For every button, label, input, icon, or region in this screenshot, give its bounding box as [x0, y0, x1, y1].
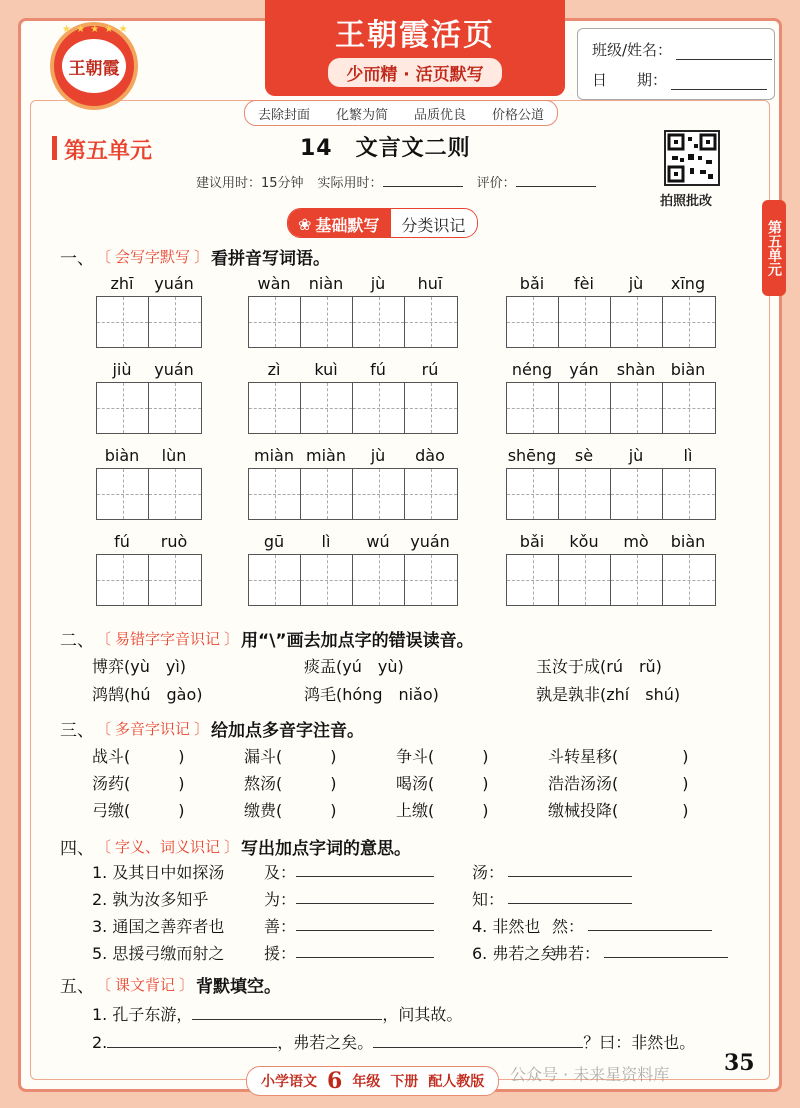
paw-icon: ❀: [298, 214, 312, 234]
section-number: 四、: [60, 839, 94, 859]
writing-cell[interactable]: [301, 555, 353, 605]
pinyin-syllable: gū: [263, 531, 285, 551]
keyword-label: 知：: [472, 890, 505, 909]
recite-line-2: [92, 1030, 695, 1053]
polyphone-item[interactable]: 汤药( ): [92, 774, 185, 793]
writing-cell[interactable]: [301, 297, 353, 347]
recite-text: ，问其故。: [382, 1005, 463, 1024]
pinyin-grid: [96, 270, 736, 614]
writing-cell[interactable]: [559, 555, 611, 605]
recite-blank[interactable]: [373, 1033, 583, 1048]
writing-cell[interactable]: [97, 469, 149, 519]
pinyin-syllable: yán: [569, 359, 599, 379]
section-instruction: 看拼音写词语。: [211, 249, 331, 269]
recite-blank[interactable]: [192, 1005, 382, 1020]
keyword-label: 为：: [264, 890, 297, 909]
pinyin-syllable: kuì: [314, 359, 338, 379]
brand-name: 王朝霞: [62, 39, 126, 93]
pronunciation-item[interactable]: 痰盂(yú yù): [304, 657, 404, 676]
actual-time-field[interactable]: [383, 174, 463, 187]
writing-cell[interactable]: [559, 383, 611, 433]
pinyin-syllable: jù: [370, 445, 386, 465]
writing-cell[interactable]: [559, 297, 611, 347]
writing-cell[interactable]: [97, 383, 149, 433]
sentence-text: 1. 及其日中如探汤: [92, 863, 225, 882]
pronunciation-item[interactable]: 鸿鹄(hú gào): [92, 685, 203, 704]
meaning-blank[interactable]: [296, 916, 434, 931]
section-tag: 易错字字音识记: [115, 630, 221, 648]
slogan-item: 品质优良: [413, 107, 466, 123]
slogan-bar: [244, 100, 558, 126]
section-instruction: 写出加点字词的意思。: [241, 839, 412, 859]
writing-cell[interactable]: [97, 555, 149, 605]
series-tagline: 少而精 · 活页默写: [328, 58, 501, 87]
footer-edition: 配人教版: [428, 1074, 485, 1090]
footer-grade: 6: [327, 1068, 343, 1094]
polyphone-item[interactable]: 漏斗( ): [244, 747, 337, 766]
writing-cell[interactable]: [353, 383, 405, 433]
writing-cell[interactable]: [353, 469, 405, 519]
pronunciation-item[interactable]: 博弈(yù yì): [92, 657, 187, 676]
keyword-label: 汤：: [472, 863, 505, 882]
footer-volume: 下册: [390, 1074, 419, 1090]
pinyin-syllable: yuán: [154, 273, 194, 293]
meaning-blank[interactable]: [508, 889, 632, 904]
writing-cell[interactable]: [507, 297, 559, 347]
qr-label: 拍照批改: [660, 194, 713, 209]
pinyin-syllable: fú: [370, 359, 386, 379]
word-group: [96, 528, 202, 606]
recite-text: ？曰：非然也。: [583, 1033, 696, 1052]
pinyin-syllable: miàn: [306, 445, 346, 465]
pinyin-syllable: jù: [370, 273, 386, 293]
pinyin-syllable: jù: [628, 273, 644, 293]
recite-text: 1. 孔子东游，: [92, 1005, 193, 1024]
writing-cell[interactable]: [301, 469, 353, 519]
recite-blank[interactable]: [107, 1033, 277, 1048]
writing-cell[interactable]: [249, 469, 301, 519]
section-4-heading: 四、 〔 字义、词义识记 〕 写出加点字词的意思。: [60, 834, 411, 859]
polyphone-item[interactable]: 战斗( ): [92, 747, 185, 766]
word-group: [96, 356, 202, 434]
class-name-field[interactable]: [676, 43, 772, 60]
section-3-heading: 三、 〔 多音字识记 〕 给加点多音字注音。: [60, 716, 364, 741]
pinyin-syllable: yuán: [410, 531, 450, 551]
word-group: [506, 528, 716, 606]
pinyin-syllable: niàn: [308, 273, 344, 293]
writing-cell[interactable]: [405, 469, 457, 519]
writing-cell[interactable]: [405, 555, 457, 605]
sentence-text: 5. 思援弓缴而射之: [92, 944, 225, 963]
pinyin-syllable: yuán: [154, 359, 194, 379]
pinyin-syllable: bǎi: [519, 273, 545, 293]
pinyin-row: [96, 356, 736, 442]
writing-cell[interactable]: [149, 469, 201, 519]
unit-title: 第五单元: [64, 138, 153, 164]
section-instruction: 给加点多音字注音。: [211, 721, 365, 741]
pinyin-syllable: lùn: [161, 445, 187, 465]
pinyin-syllable: biàn: [670, 531, 706, 551]
writing-cell[interactable]: [507, 383, 559, 433]
meaning-blank[interactable]: [296, 943, 434, 958]
pinyin-syllable: kǒu: [569, 531, 599, 551]
pinyin-syllable: ruò: [160, 531, 188, 551]
pinyin-syllable: lì: [321, 531, 331, 551]
qr-code-icon[interactable]: [664, 130, 720, 186]
polyphone-item[interactable]: 熬汤( ): [244, 774, 337, 793]
actual-time-label: 实际用时：: [317, 176, 383, 191]
pinyin-syllable: zì: [267, 359, 281, 379]
footer-bar: [246, 1066, 499, 1096]
pinyin-syllable: biàn: [670, 359, 706, 379]
polyphone-item[interactable]: 斗转星移( ): [548, 747, 689, 766]
date-field[interactable]: [671, 73, 767, 90]
sentence-text: 4. 非然也: [472, 917, 541, 936]
mode-primary: [288, 209, 391, 237]
meaning-blank[interactable]: [588, 916, 712, 931]
word-group: [506, 442, 716, 520]
footer-grade-suffix: 年级: [352, 1074, 381, 1090]
word-group: [506, 270, 716, 348]
writing-cell[interactable]: [149, 555, 201, 605]
writing-cell[interactable]: [405, 383, 457, 433]
pinyin-syllable: huī: [417, 273, 443, 293]
pinyin-syllable: biàn: [104, 445, 140, 465]
pinyin-syllable: bǎi: [519, 531, 545, 551]
pinyin-syllable: mò: [623, 531, 649, 551]
unit-accent-bar: [52, 136, 57, 160]
writing-cell[interactable]: [663, 297, 715, 347]
meaning-blank[interactable]: [296, 862, 434, 877]
writing-cell[interactable]: [249, 555, 301, 605]
keyword-label: 然：: [552, 917, 585, 936]
word-group: [96, 270, 202, 348]
word-group: [506, 356, 716, 434]
mode-secondary: 分类识记: [391, 209, 477, 237]
word-group: [248, 356, 458, 434]
word-group: [96, 442, 202, 520]
section-number: 三、: [60, 721, 94, 741]
pinyin-row: [96, 442, 736, 528]
writing-cell[interactable]: [405, 297, 457, 347]
lesson-title: 14 文言文二则: [300, 136, 471, 161]
section-1-heading: 一、 〔 会写字默写 〕 看拼音写词语。: [60, 244, 330, 269]
score-label: 评价：: [476, 176, 516, 191]
writing-cell[interactable]: [249, 383, 301, 433]
side-unit-tab: 第五单元: [762, 200, 786, 296]
slogan-item: 化繁为简: [335, 107, 388, 123]
sentence-text: 2. 孰为汝多知乎: [92, 890, 209, 909]
score-field[interactable]: [516, 174, 596, 187]
brand-logo: [50, 22, 138, 110]
writing-cell[interactable]: [611, 297, 663, 347]
writing-cell[interactable]: [663, 383, 715, 433]
pinyin-syllable: sè: [574, 445, 594, 465]
pinyin-syllable: wàn: [257, 273, 291, 293]
polyphone-item[interactable]: 弓缴( ): [92, 801, 185, 820]
polyphone-item[interactable]: 浩浩汤汤( ): [548, 774, 689, 793]
writing-cell[interactable]: [97, 297, 149, 347]
writing-cell[interactable]: [663, 469, 715, 519]
pinyin-syllable: xīng: [670, 273, 706, 293]
writing-cell[interactable]: [149, 383, 201, 433]
word-group: [248, 442, 458, 520]
section-2-heading: 二、 〔 易错字字音识记 〕 用“\”画去加点字的错误读音。: [60, 626, 474, 651]
section-number: 二、: [60, 631, 94, 651]
polyphone-item[interactable]: 喝汤( ): [396, 774, 489, 793]
polyphone-item[interactable]: 缴械投降( ): [548, 801, 689, 820]
page-number: 35: [724, 1050, 755, 1076]
word-group: [248, 270, 458, 348]
section-tag: 多音字识记: [115, 720, 191, 738]
pinyin-row: [96, 270, 736, 356]
pinyin-syllable: fèi: [574, 273, 594, 293]
pinyin-row: [96, 528, 736, 614]
pinyin-syllable: shàn: [616, 359, 656, 379]
recite-text: ，弗若之矣。: [277, 1033, 374, 1052]
keyword-label: 弗若：: [552, 944, 601, 963]
section-tag: 会写字默写: [115, 248, 191, 266]
writing-cell[interactable]: [611, 469, 663, 519]
footer-subject: 小学语文: [261, 1074, 317, 1090]
keyword-label: 及：: [264, 863, 297, 882]
pinyin-syllable: lì: [683, 445, 693, 465]
slogan-item: 价格公道: [491, 107, 544, 123]
pinyin-syllable: rú: [421, 359, 439, 379]
writing-cell[interactable]: [353, 297, 405, 347]
pinyin-syllable: shēng: [507, 445, 557, 465]
series-title: 王朝霞活页: [335, 17, 495, 53]
polyphone-item[interactable]: 缴费( ): [244, 801, 337, 820]
writing-cell[interactable]: [663, 555, 715, 605]
pronunciation-item[interactable]: 玉汝于成(rú rǔ): [536, 657, 662, 676]
sentence-text: 6. 弗若之矣: [472, 944, 557, 963]
section-5-heading: 五、 〔 课文背记 〕 背默填空。: [60, 972, 281, 997]
section-number: 五、: [60, 977, 94, 997]
word-group: [248, 528, 458, 606]
sentence-text: 3. 通国之善弈者也: [92, 917, 225, 936]
meaning-blank[interactable]: [296, 889, 434, 904]
series-banner: [265, 0, 565, 96]
pinyin-syllable: miàn: [254, 445, 294, 465]
pronunciation-item[interactable]: 孰是孰非(zhí shú): [536, 685, 681, 704]
writing-cell[interactable]: [611, 555, 663, 605]
pinyin-syllable: jiù: [112, 359, 132, 379]
slogan-item: 去除封面: [257, 107, 310, 123]
writing-cell[interactable]: [611, 383, 663, 433]
student-info-box: [577, 28, 775, 100]
star-icon: ★ ★ ★ ★ ★: [62, 24, 129, 35]
writing-cell[interactable]: [249, 297, 301, 347]
keyword-label: 援：: [264, 944, 297, 963]
recite-line-1: [92, 1002, 462, 1025]
section-instruction: 用“\”画去加点字的错误读音。: [241, 631, 474, 651]
suggested-time: 建议用时：15分钟: [196, 176, 304, 191]
recite-text: 2.: [92, 1033, 108, 1052]
meaning-blank[interactable]: [508, 862, 632, 877]
section-tag: 字义、词义识记: [115, 838, 221, 856]
writing-cell[interactable]: [507, 469, 559, 519]
meaning-blank[interactable]: [604, 943, 728, 958]
timing-row: [196, 172, 596, 191]
pinyin-syllable: fú: [114, 531, 130, 551]
date-label: 日 期：: [592, 71, 668, 89]
writing-cell[interactable]: [149, 297, 201, 347]
section-tag: 课文背记: [115, 976, 176, 994]
writing-cell[interactable]: [507, 555, 559, 605]
section-instruction: 背默填空。: [196, 977, 282, 997]
polyphone-item[interactable]: 上缴( ): [396, 801, 489, 820]
mode-tabs: [287, 208, 478, 238]
writing-cell[interactable]: [301, 383, 353, 433]
pronunciation-item[interactable]: 鸿毛(hóng niǎo): [304, 685, 439, 704]
pinyin-syllable: jù: [628, 445, 644, 465]
pinyin-syllable: wú: [366, 531, 390, 551]
watermark: 公众号 · 未来星资料库: [510, 1065, 670, 1084]
section-number: 一、: [60, 249, 94, 269]
pinyin-syllable: zhī: [110, 273, 134, 293]
writing-cell[interactable]: [559, 469, 611, 519]
class-name-label: 班级/姓名：: [592, 41, 673, 59]
writing-cell[interactable]: [353, 555, 405, 605]
pinyin-syllable: dào: [415, 445, 445, 465]
keyword-label: 善：: [264, 917, 297, 936]
polyphone-item[interactable]: 争斗( ): [396, 747, 489, 766]
pinyin-syllable: néng: [511, 359, 553, 379]
mode-primary-label: 基础默写: [315, 215, 380, 235]
